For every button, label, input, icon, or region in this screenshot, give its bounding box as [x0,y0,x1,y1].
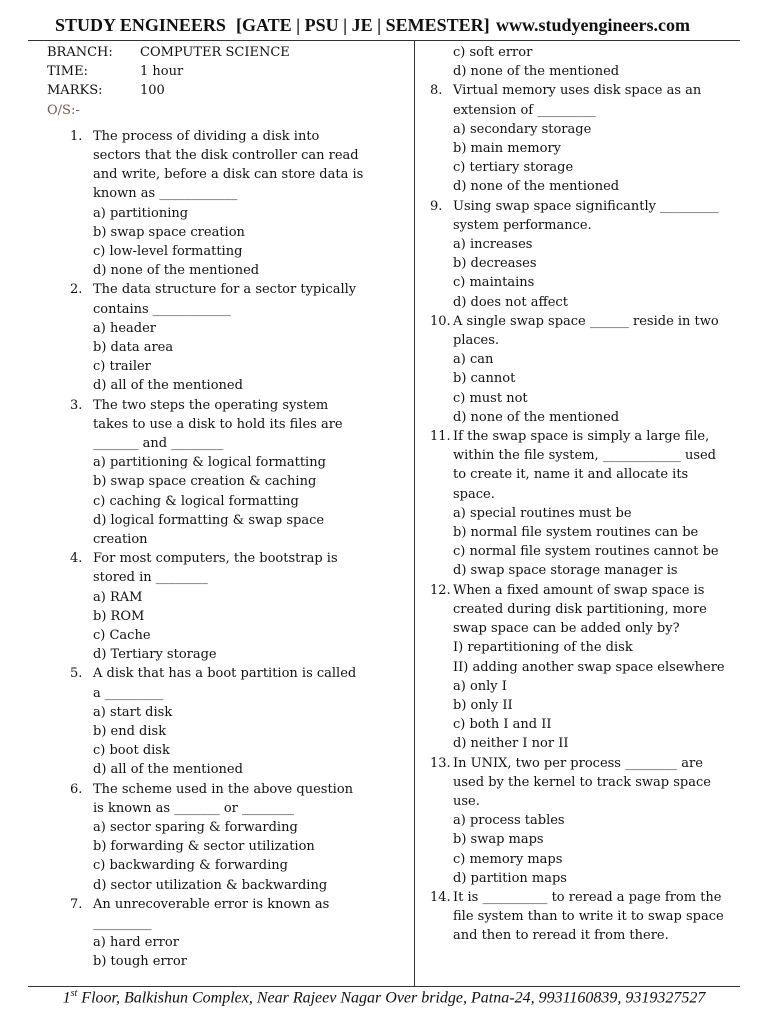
answer-option: a) sector sparing & forwarding [93,820,298,836]
footer-floor-suffix: st [70,988,78,999]
answer-option: b) tough error [93,954,187,970]
answer-option: c) both I and II [453,717,552,733]
answer-option: a) start disk [93,704,173,720]
answer-option: b) main memory [453,141,561,157]
answer-option: c) trailer [93,359,151,375]
question-item [47,396,365,550]
question-item [47,549,365,664]
answer-option: a) header [93,320,157,336]
branch-value: COMPUTER SCIENCE [140,45,290,60]
answer-option: b) normal file system routines can be [453,525,699,541]
question-text: The two steps the operating system takes to use a disk to hold its files are _______ and ________ [93,397,343,451]
answer-option: a) partitioning & logical formatting [93,455,326,471]
answer-option: II) adding another swap space elsewhere [453,659,725,675]
question-item [430,312,725,427]
footer-floor-number: 1 [62,989,71,1007]
question-text: A disk that has a boot partition is called a _________ [93,666,357,701]
right-question-list [430,81,725,945]
question-text: An unrecoverable error is known as _________ [93,896,330,932]
question-number: 4. [70,551,83,567]
answer-option: d) none of the mentioned [453,179,620,195]
answer-option: d) none of the mentioned [453,64,620,80]
question-number: 8. [430,83,443,99]
question-item [47,664,365,779]
answer-option: c) low-level formatting [93,243,243,259]
question-number: 9. [430,198,443,214]
question-text: Using swap space significantly _________ system performance. [453,198,719,233]
right-column [430,43,725,946]
question-text: If the swap space is simply a large file, within the file system, ____________ used to create it, name it and allocate its space. [453,429,717,502]
time-value: 1 hour [140,64,184,80]
answer-option: c) Cache [93,628,151,644]
question-number: 10. [430,313,451,329]
question-text: For most computers, the bootstrap is stored in ________ [93,551,338,586]
answer-option: a) special routines must be [453,505,632,521]
question-number: 11. [430,429,451,445]
question-number: 1. [70,128,83,144]
question-item [430,81,725,196]
answer-option: b) decreases [453,256,537,272]
answer-option: b) ROM [93,608,145,624]
page-header [0,0,768,40]
left-question-list [47,127,365,972]
branch-label: BRANCH: [47,45,113,60]
answer-option: d) none of the mentioned [93,263,260,279]
answer-option: c) must not [453,390,528,406]
question-number: 7. [70,896,83,912]
question-item [47,780,365,895]
answer-option: d) none of the mentioned [453,409,620,425]
question-item [430,888,725,946]
answer-option: b) swap maps [453,832,544,848]
answer-option: a) partitioning [93,205,189,221]
answer-option: c) backwarding & forwarding [93,858,288,874]
question-number: 12. [430,582,451,598]
question-item [430,754,725,888]
answer-option: d) logical formatting & swap space creation [93,512,325,548]
time-row [47,62,365,81]
answer-option: a) hard error [93,935,179,951]
answer-option: b) only II [453,697,513,713]
question-item [47,895,365,972]
left-column [47,43,365,972]
answer-option: a) only I [453,678,507,694]
answer-option: d) does not affect [453,294,568,310]
answer-option: d) all of the mentioned [93,762,243,778]
question-item [430,427,725,581]
answer-option: c) memory maps [453,851,563,867]
question-item [47,127,365,281]
question-number: 3. [70,397,83,413]
question-text: It is __________ to reread a page from the file system than to write it to swap space and then to reread it from there. [453,889,724,944]
page-footer [0,988,768,1007]
answer-option: d) partition maps [453,870,567,886]
answer-option: c) normal file system routines cannot be [453,544,719,560]
question-item [430,197,725,312]
question-number: 14. [430,889,451,905]
question-text: The process of dividing a disk into sectors that the disk controller can read and write, before a disk can store data is known as ____________ [93,128,364,202]
continued-options [430,43,725,81]
answer-option: d) Tertiary storage [93,647,217,663]
marks-row [47,81,365,100]
question-number: 5. [70,666,83,682]
answer-option: I) repartitioning of the disk [453,640,633,656]
answer-option: b) swap space creation & caching [93,474,317,490]
marks-value: 100 [140,83,165,99]
answer-option: c) soft error [453,45,533,60]
answer-option: d) all of the mentioned [93,378,243,394]
question-item [430,581,725,754]
question-text: The data structure for a sector typically contains ____________ [93,282,357,317]
branch-row [47,43,365,62]
answer-option: a) process tables [453,813,565,829]
answer-option: a) increases [453,237,533,253]
answer-option: b) cannot [453,371,516,387]
answer-option: b) end disk [93,724,167,740]
answer-option: a) RAM [93,589,143,605]
marks-label: MARKS: [47,83,103,99]
answer-option: d) sector utilization & backwarding [93,877,328,893]
answer-option: c) maintains [453,275,535,291]
answer-option: d) neither I nor II [453,736,569,752]
answer-option: c) caching & logical formatting [93,493,299,509]
website-url: www.studyengineers.com [496,15,690,35]
header-rule [28,40,740,41]
question-text: In UNIX, two per process ________ are used by the kernel to track swap space use. [453,755,711,809]
subject-label: O/S:- [47,102,80,118]
question-text: The scheme used in the above question is known as _______ or ________ [93,781,354,816]
footer-address: Floor, Balkishun Complex, Near Rajeev Nagar Over bridge, Patna-24, 9931160839, 9319327527 [77,989,706,1007]
question-number: 6. [70,781,83,797]
question-number: 2. [70,282,83,298]
answer-option: c) tertiary storage [453,160,574,176]
exam-categories: [GATE | PSU | JE | SEMESTER] [236,15,490,35]
answer-option: a) secondary storage [453,121,592,137]
time-label: TIME: [47,64,88,80]
question-text: Virtual memory uses disk space as an extension of _________ [453,83,702,118]
question-text: A single swap space ______ reside in two places. [453,313,719,349]
answer-option: b) forwarding & sector utilization [93,839,315,855]
question-number: 13. [430,755,451,771]
question-item [47,280,365,395]
answer-option: c) boot disk [93,743,170,759]
question-text: When a fixed amount of swap space is created during disk partitioning, more swap space can be added only by? [453,582,707,637]
column-divider [414,40,415,986]
answer-option: a) can [453,352,494,368]
answer-option: b) swap space creation [93,224,245,240]
brand-name: STUDY ENGINEERS [55,15,226,35]
answer-option: b) data area [93,339,174,355]
footer-rule [28,986,740,987]
answer-option: d) swap space storage manager is [453,563,678,579]
